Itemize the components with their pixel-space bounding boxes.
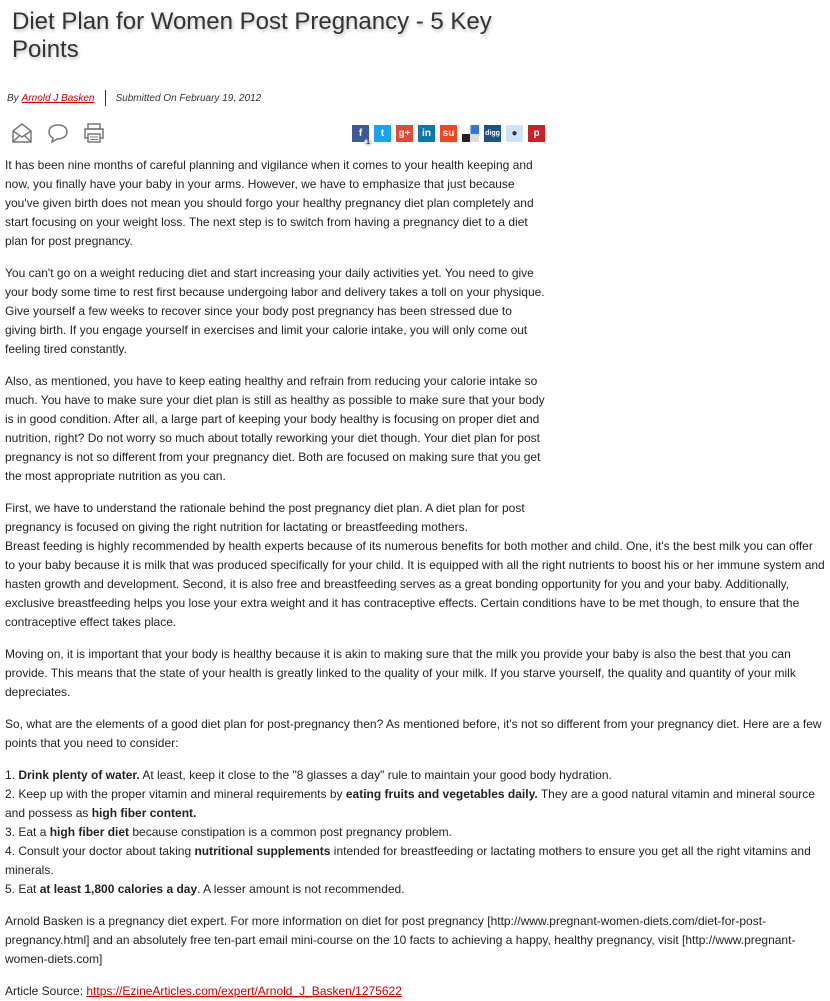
facebook-icon[interactable]: f 1 xyxy=(352,125,369,142)
article-source: Article Source: https://EzineArticles.com/expert/Arnold_J_Basken/1275622 xyxy=(5,984,402,998)
delicious-icon[interactable] xyxy=(462,125,479,142)
email-icon[interactable] xyxy=(11,122,33,144)
reddit-icon[interactable]: ● xyxy=(506,125,523,142)
paragraph: First, we have to understand the rationale behind the post pregnancy diet plan. A diet plan for post pregnancy is focused on giving the right nutrition for lactating or breastfeeding mothers. xyxy=(5,501,525,534)
divider xyxy=(105,90,106,106)
list-item: 1. Drink plenty of water. At least, keep it close to the "8 glasses a day" rule to maintain your good body hydration. xyxy=(5,768,612,782)
paragraph: It has been nine months of careful planning and vigilance when it comes to your health keeping and now, you finally have your baby in your arms. However, we have to emphasize that just because you've given birth does not mean you should forgo your healthy pregnancy diet plan completely and start focusing on your weight loss. The next step is to switch from having a pregnancy diet to a diet plan for post pregnancy. xyxy=(5,158,534,248)
google-plus-icon[interactable]: g+ xyxy=(396,125,413,142)
toolbar xyxy=(5,120,545,146)
submitted-date: Submitted On February 19, 2012 xyxy=(115,92,262,104)
comment-icon[interactable] xyxy=(47,122,69,144)
source-link[interactable]: https://EzineArticles.com/expert/Arnold_J_Basken/1275622 xyxy=(86,984,402,998)
linkedin-icon[interactable]: in xyxy=(418,125,435,142)
list-item: 5. Eat at least 1,800 calories a day. A lesser amount is not recommended. xyxy=(5,882,405,896)
author-link[interactable]: Arnold J Basken xyxy=(21,92,95,104)
list-item: 3. Eat a high fiber diet because constipation is a common post pregnancy problem. xyxy=(5,825,452,839)
article-title: Diet Plan for Women Post Pregnancy - 5 Key Points xyxy=(12,8,492,63)
paragraph: Breast feeding is highly recommended by health experts because of its numerous benefits for both mother and child. One, it's the best milk you can offer to your baby because it is milk that was produced specifically for your child. It is equipped with all the right nutrients to boost his or her immune system and hasten growth and development. Second, it is also free and breastfeeding serves as a great bonding opportunity for you and your baby. Additionally, exclusive breastfeeding helps you lose your extra weight and it has contraceptive effects. Certain conditions have to be met though, to ensure that the contraceptive effect takes place. xyxy=(5,539,825,629)
facebook-count: 1 xyxy=(366,138,370,146)
twitter-icon[interactable]: t xyxy=(374,125,391,142)
author-bio: Arnold Basken is a pregnancy diet expert. For more information on diet for post pregnancy [http://www.pregnant-women-diets.com/diet-for-post-pregnancy.html] and an absolutely free ten-part email mini-course on the 10 facts to achieving a happy, healthy pregnancy, visit [http://www.pregnant-women-diets.com] xyxy=(5,914,796,966)
paragraph: You can't go on a weight reducing diet and start increasing your daily activities yet. You need to give your body some time to rest first because undergoing labor and delivery takes a toll on your physique. Give yourself a few weeks to recover since your body post pregnancy has been stressed due to giving birth. If you engage yourself in exercises and limit your calorie intake, you will only come out feeling tired constantly. xyxy=(5,266,545,356)
key-points-list xyxy=(5,766,825,899)
print-icon[interactable] xyxy=(83,122,105,144)
paragraph: Also, as mentioned, you have to keep eating healthy and refrain from reducing your calorie intake so much. You have to make sure your diet plan is still as healthy as possible to make sure that your body is in good condition. After all, a large part of keeping your body healthy is focusing on proper diet and nutrition, right? Do not worry so much about totally reworking your diet though. Your diet plan for post pregnancy is not so different from your pregnancy diet. Both are focused on making sure that you get the most appropriate nutrition as you can. xyxy=(5,374,545,483)
list-item: 4. Consult your doctor about taking nutritional supplements intended for breastfeeding or lactating mothers to ensure you get all the right vitamins and minerals. xyxy=(5,844,811,877)
paragraph: So, what are the elements of a good diet plan for post-pregnancy then? As mentioned before, it's not so different from your pregnancy diet. Here are a few points that you need to consider: xyxy=(5,717,822,750)
stumbleupon-icon[interactable]: su xyxy=(440,125,457,142)
by-label: By xyxy=(7,92,19,104)
list-item: 2. Keep up with the proper vitamin and mineral requirements by eating fruits and vegetables daily. They are a good natural vitamin and mineral source and possess as high fiber content. xyxy=(5,787,815,820)
paragraph: Moving on, it is important that your body is healthy because it is akin to making sure that the milk you provide your baby is also the best that you can provide. This means that the state of your health is greatly linked to the quality of your milk. If you starve yourself, the quality and quantity of your milk depreciates. xyxy=(5,647,796,699)
digg-icon[interactable]: digg xyxy=(484,125,501,142)
pinterest-icon[interactable]: p xyxy=(528,125,545,142)
article-body xyxy=(5,156,825,1001)
byline xyxy=(7,90,825,106)
